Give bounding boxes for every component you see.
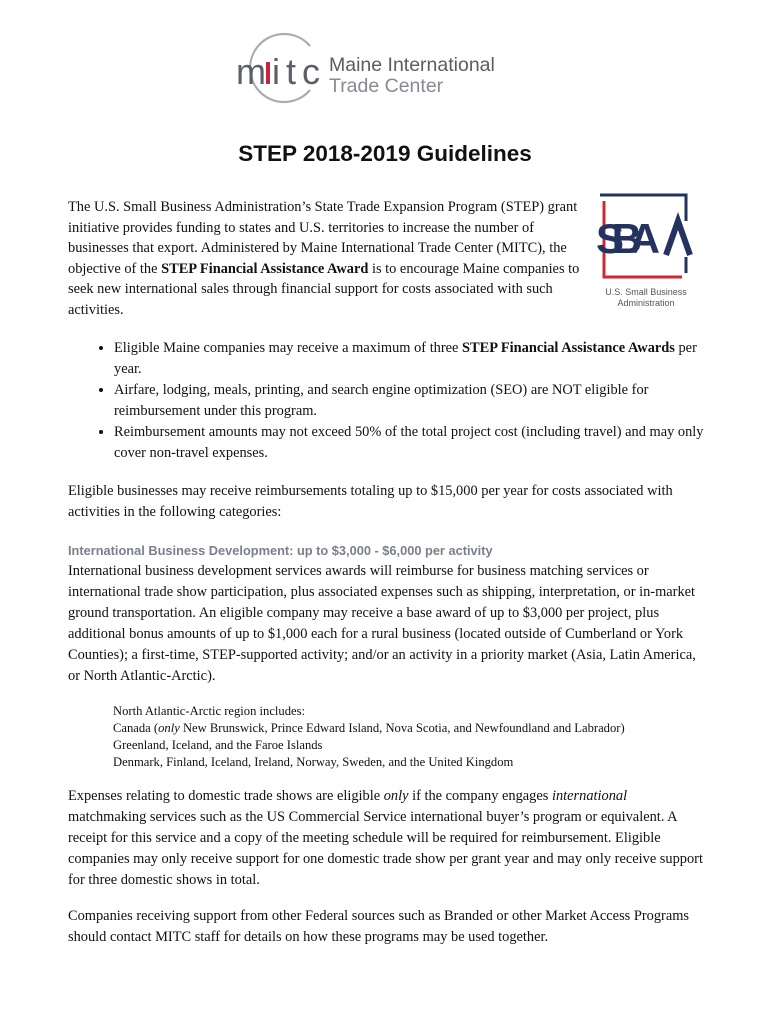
bullet-item: • Eligible Maine companies may receive a maximum of three STEP Financial Assistance Awards per year. xyxy=(114,338,708,380)
bullet-list xyxy=(68,338,708,464)
bullet-item: • Reimbursement amounts may not exceed 50% of the total project cost (including travel) and may only cover non-travel expenses. xyxy=(114,422,708,464)
sba-caption-line-1: U.S. Small Business xyxy=(605,287,687,297)
intro-text-2: is to encourage Maine companies to seek new international sales through financial support for costs associated with such activities. xyxy=(68,260,580,318)
mitc-logo-mark xyxy=(232,28,322,108)
intro-bold: STEP Financial Assistance Award xyxy=(161,260,369,277)
sba-mark-text: SBA xyxy=(596,215,660,262)
na-line-3: Greenland, Iceland, and the Faroe Islands xyxy=(113,738,323,752)
ibd-paragraph: International business development services awards will reimburse for business matching services or international trade show participation, plus associated expenses such as shipping, interpretation, or in-market ground transportation. An eligible company may receive a base award of up to $3,000 per project, plus additional bonus amounts of up to $1,000 each for a rural business (located outside of Cumberland or York Counties); a first-time, STEP-supported activity; and/or an activity in a priority market (Asia, Latin America, or North Atlantic-Arctic). xyxy=(68,563,696,684)
bullet-item: • Airfare, lodging, meals, printing, and search engine optimization (SEO) are NOT eligible for reimbursement under this program. xyxy=(114,380,708,422)
intro-text-1: The U.S. Small Business Administration’s State Trade Expansion Program (STEP) grant initiative provides funding to states and U.S. territories to increase the number of businesses that export. Administered by Maine International Trade Center (MITC), the objective of the xyxy=(68,199,578,277)
eligible-paragraph: Eligible businesses may receive reimbursements totaling up to $15,000 per year for costs associated with activities in the following categories: xyxy=(68,483,673,520)
mitc-logo xyxy=(232,28,532,108)
na-line-1: North Atlantic-Arctic region includes: xyxy=(113,704,305,718)
north-atlantic-block xyxy=(113,703,713,771)
na-line-2: Canada (only New Brunswick, Prince Edward Island, Nova Scotia, and Newfoundland and Labrador) xyxy=(113,721,625,735)
logo-wordmark xyxy=(329,55,495,97)
logo-mark-text: mitc xyxy=(236,51,320,92)
expenses-paragraph: Expenses relating to domestic trade shows are eligible only if the company engages international matchmaking services such as the US Commercial Service international buyer’s program or equivalent. A receipt for this service and a copy of the meeting schedule will be required for reimbursement. Eligible companies may only receive support for one domestic trade show per grant year and may only receive support for three domestic shows in total. xyxy=(68,788,703,888)
ibd-heading: International Business Development: up to $3,000 - $6,000 per activity xyxy=(68,543,493,558)
sba-caption-line-2: Administration xyxy=(617,298,675,308)
intro-paragraph xyxy=(68,197,580,321)
federal-paragraph: Companies receiving support from other Federal sources such as Branded or other Market Access Programs should contact MITC staff for details on how these programs may be used together. xyxy=(68,908,690,945)
logo-line-1: Maine International xyxy=(329,54,495,76)
logo-line-2: Trade Center xyxy=(329,75,444,97)
sba-caption xyxy=(591,287,701,309)
page-title: STEP 2018-2019 Guidelines xyxy=(238,141,532,166)
na-line-4: Denmark, Finland, Iceland, Ireland, Norway, Sweden, and the United Kingdom xyxy=(113,755,514,769)
